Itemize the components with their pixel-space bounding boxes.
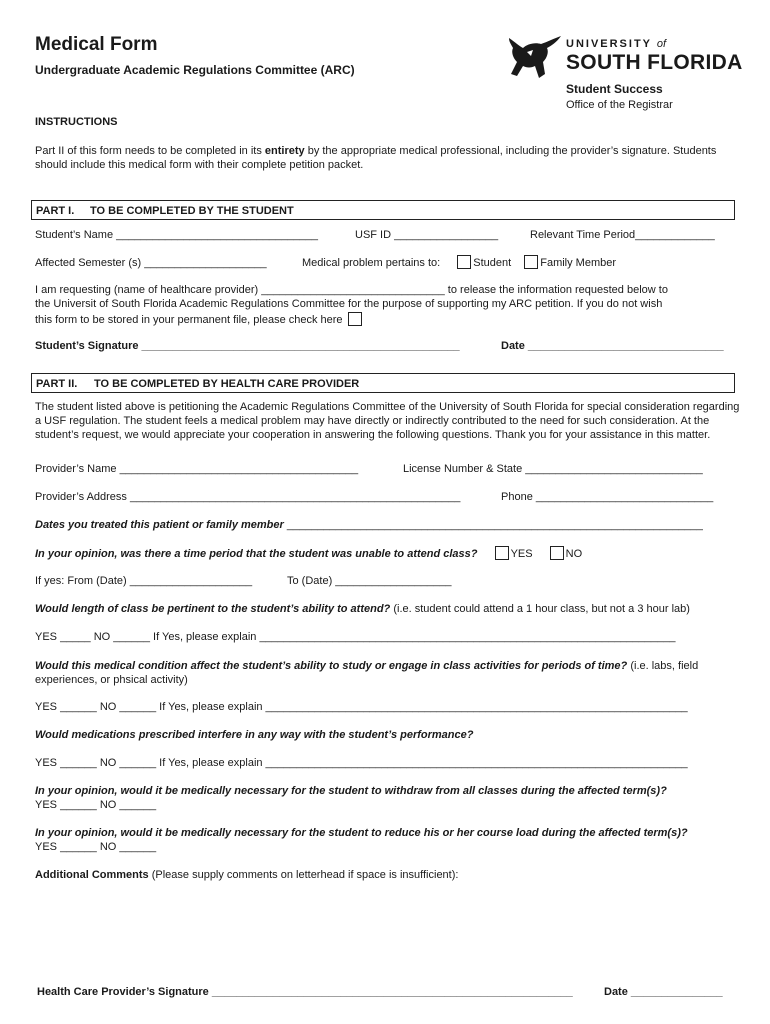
medications-answer-field[interactable]: YES ______ NO ______ If Yes, please explain _____________________________________________________________________ — [35, 757, 688, 769]
family-member-checkbox-label: Family Member — [540, 257, 617, 269]
students-name-field[interactable]: Student’s Name _________________________________ — [35, 229, 319, 241]
student-checkbox[interactable] — [457, 255, 471, 269]
bull-horns-icon — [505, 34, 563, 80]
relevant-time-period-field[interactable]: Relevant Time Period_____________ — [530, 229, 715, 241]
pertains-row — [302, 255, 616, 269]
condition-answer-field[interactable]: YES ______ NO ______ If Yes, please explain _____________________________________________________________________ — [35, 701, 688, 713]
time-period-no-label: NO — [565, 548, 583, 560]
release-line-2: the Universit of South Florida Academic Regulations Committee for the purpose of supporting my ARC petition. If you do not wish — [35, 298, 663, 310]
time-period-question: In your opinion, was there a time period that the student was unable to attend class? YES NO — [35, 548, 583, 560]
reduce-question: In your opinion, would it be medically necessary for the student to reduce his or her course load during the affected term(s)? — [35, 827, 688, 839]
time-period-no-checkbox[interactable] — [550, 546, 564, 560]
medications-question: Would medications prescribed interfere in any way with the student’s performance? — [35, 729, 474, 741]
logo-office-registrar: Office of the Registrar — [566, 99, 673, 111]
providers-name-field[interactable]: Provider’s Name _______________________________________ — [35, 463, 359, 475]
withdraw-question: In your opinion, would it be medically necessary for the student to withdraw from all classes during the affected term(s)? — [35, 785, 667, 797]
additional-comments-label: Additional Comments (Please supply comments on letterhead if space is insufficient): — [35, 869, 459, 881]
logo-university: UNIVERSITY of — [566, 38, 667, 50]
instructions-text: Part II of this form needs to be completed in its entirety by the appropriate medical professional, including the provider’s signature. Students should include this medical form with their complete petition packet. — [35, 145, 717, 171]
affected-semester-field[interactable]: Affected Semester (s) ____________________ — [35, 257, 267, 269]
instructions-heading: INSTRUCTIONS — [35, 116, 118, 128]
release-line-3: this form to be stored in your permanent file, please check here — [35, 312, 364, 326]
provider-date-field[interactable]: Date _______________ — [604, 986, 723, 998]
usf-id-field[interactable]: USF ID _________________ — [355, 229, 499, 241]
page-subtitle: Undergraduate Academic Regulations Committee (ARC) — [35, 63, 355, 77]
dates-treated-field[interactable]: Dates you treated this patient or family member ____________________________________________________________________ — [35, 519, 703, 531]
logo-south-florida: SOUTH FLORIDA — [566, 51, 743, 74]
part2-header: PART II. TO BE COMPLETED BY HEALTH CARE PROVIDER — [31, 373, 735, 393]
to-date-field[interactable]: To (Date) ___________________ — [287, 575, 452, 587]
provider-signature-field[interactable]: Health Care Provider’s Signature ___________________________________________________________ — [37, 986, 573, 998]
providers-address-field[interactable]: Provider’s Address ______________________________________________________ — [35, 491, 461, 503]
logo-student-success: Student Success — [566, 82, 663, 96]
student-checkbox-label: Student — [473, 257, 512, 269]
license-field[interactable]: License Number & State _____________________________ — [403, 463, 703, 475]
withdraw-answer-field[interactable]: YES ______ NO ______ — [35, 799, 157, 811]
student-date-field[interactable]: Date ________________________________ — [501, 340, 724, 352]
condition-question: Would this medical condition affect the student’s ability to study or engage in class activities for periods of time? (i.e. labs, field experiences, or phsical activity) — [35, 660, 699, 686]
page-title: Medical Form — [35, 34, 158, 55]
part1-header: PART I. TO BE COMPLETED BY THE STUDENT — [31, 200, 735, 220]
time-period-yes-checkbox[interactable] — [495, 546, 509, 560]
student-signature-field[interactable]: Student’s Signature ____________________________________________________ — [35, 340, 460, 352]
length-question: Would length of class be pertinent to the student’s ability to attend? (i.e. student could attend a 1 hour class, but not a 3 hour lab) — [35, 603, 690, 615]
part2-intro: The student listed above is petitioning the Academic Regulations Committee of the University of South Florida for special consideration regarding a USF regulation. The student feels a medical problem may have directly or indirectly contributed to the need for such consideration. At the student’s request, we would appreciate your cooperation in answering the following questions. Thank you for your assistance in this matter. — [35, 401, 740, 441]
additional-comments-area[interactable] — [35, 885, 735, 975]
do-not-store-checkbox[interactable] — [348, 312, 362, 326]
release-line-1[interactable]: I am requesting (name of healthcare provider) ______________________________ to release the information requested below to — [35, 284, 668, 296]
usf-logo — [505, 34, 745, 114]
length-answer-field[interactable]: YES _____ NO ______ If Yes, please explain ____________________________________________________________________ — [35, 631, 676, 643]
reduce-answer-field[interactable]: YES ______ NO ______ — [35, 841, 157, 853]
phone-field[interactable]: Phone _____________________________ — [501, 491, 714, 503]
time-period-yes-label: YES — [510, 548, 533, 560]
from-date-field[interactable]: If yes: From (Date) ____________________ — [35, 575, 253, 587]
family-member-checkbox[interactable] — [524, 255, 538, 269]
pertains-label: Medical problem pertains to: — [302, 257, 441, 269]
